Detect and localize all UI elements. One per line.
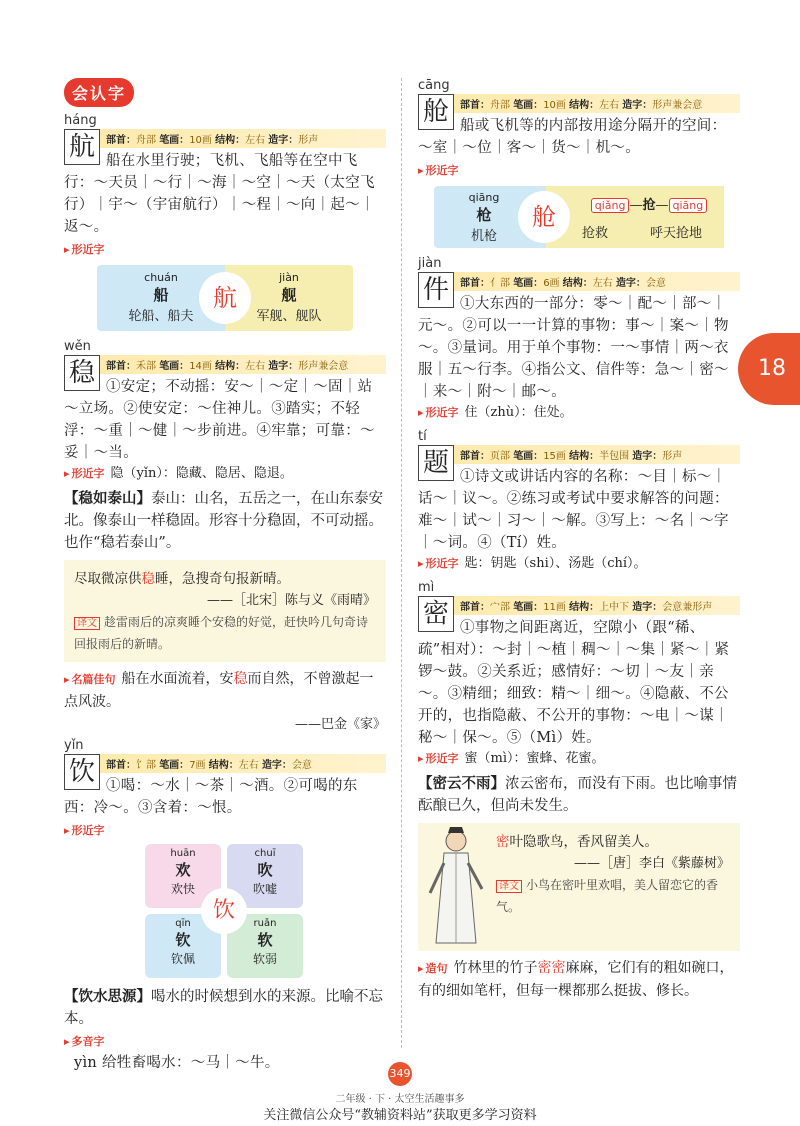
similar-left: chuán 船 轮船、船夫 bbox=[97, 265, 225, 331]
entry-meta: 部首：饣部 笔画：7画 结构：左右 造字：会意 bbox=[64, 754, 386, 773]
idiom: 【稳如泰山】泰山：山名，五岳之一，在山东泰安北。像泰山一样稳固。形容十分稳固，不可动摇。也作“稳若泰山”。 bbox=[64, 490, 383, 551]
footer-course: 二年级 · 下 · 太空生活趣事多 bbox=[335, 1094, 465, 1105]
entry-char: 稳 bbox=[64, 355, 100, 391]
entry-pinyin: mì bbox=[418, 580, 435, 595]
grid-cell: ruǎn 软 软弱 bbox=[227, 914, 303, 978]
famous-source: ——巴金《家》 bbox=[294, 717, 386, 732]
entry-char: 件 bbox=[418, 272, 454, 308]
entry-meta: 部首：亻部 笔画：6画 结构：左右 造字：会意 bbox=[418, 272, 740, 291]
qiang-word-2: 呼天抢地 bbox=[650, 226, 703, 241]
similar-line: ▸ 形近字 住（zhù）：住处。 bbox=[418, 403, 740, 423]
entry-mi bbox=[418, 580, 740, 1002]
entry-meta: 部首：页部 笔画：15画 结构：半包围 造字：形声 bbox=[418, 445, 740, 464]
entry-char: 题 bbox=[418, 445, 454, 481]
polyphone-text: yìn 给牲畜喝水：～马｜～牛。 bbox=[74, 1055, 280, 1071]
left-column bbox=[64, 78, 386, 1074]
entry-definition: 船在水里行驶；飞机、飞船等在空中飞行：～天员｜～行｜～海｜～空｜～天（太空飞行）｜宇～（宇宙航行）｜～程｜～向｜起～｜返～。 bbox=[64, 153, 375, 235]
similar-left: qiāng 枪 机枪 bbox=[468, 191, 500, 244]
poem-box: 尽取微凉供稳睡，急搜奇句报新晴。 ——［北宋］陈与义《雨晴》 译文 趁雷雨后的凉爽睡个安稳的好觉，赶快吟几句奇诗回报雨后的新晴。 bbox=[64, 560, 386, 662]
similar-center-char: 舱 bbox=[521, 194, 567, 240]
polyphone-tag: ▸ 多音字 bbox=[64, 1033, 386, 1049]
entry-pinyin: háng bbox=[64, 113, 97, 128]
similar-line: ▸ 形近字 隐（yǐn）：隐藏、隐居、隐退。 bbox=[64, 464, 386, 484]
entry-jian bbox=[418, 256, 740, 423]
entry-cang bbox=[418, 78, 740, 248]
section-badge: 会认字 bbox=[64, 78, 134, 107]
similar-chars-box bbox=[434, 186, 724, 248]
similar-chars-box bbox=[97, 265, 353, 331]
grid-center-char: 饮 bbox=[201, 888, 247, 934]
page-number: 349 bbox=[388, 1062, 412, 1086]
chapter-side-tab: 18 bbox=[738, 333, 800, 405]
similar-line: ▸ 形近字 蜜（mì）：蜜蜂、花蜜。 bbox=[418, 749, 740, 769]
similar-grid bbox=[145, 844, 305, 980]
example-sentence: ▸ 造句 竹林里的竹子密密麻麻，它们有的粗如碗口，有的细如笔杆，但每一棵都那么挺拔、修长。 bbox=[418, 957, 740, 1002]
idiom: 【密云不雨】浓云密布，而没有下雨。也比喻事情酝酿已久，但尚未发生。 bbox=[418, 775, 737, 814]
similar-tag: ▸ 形近字 bbox=[64, 822, 386, 838]
entry-hang bbox=[64, 113, 386, 331]
entry-meta: 部首：舟部 笔画：10画 结构：左右 造字：形声兼会意 bbox=[418, 94, 740, 113]
entry-definition: 船或飞机等的内部按用途分隔开的空间：～室｜～位｜客～｜货～｜机～。 bbox=[418, 118, 727, 156]
qiang-pron-row: qiǎng —抢— qiāng bbox=[574, 194, 724, 213]
grid-cell: chuī 吹 吹嘘 bbox=[227, 844, 303, 908]
grid-cell: huān 欢 欢快 bbox=[145, 844, 221, 908]
similar-center-char: 航 bbox=[202, 275, 248, 321]
right-column bbox=[418, 78, 740, 1002]
entry-meta: 部首：宀部 笔画：11画 结构：上中下 造字：会意兼形声 bbox=[418, 596, 740, 615]
entry-char: 航 bbox=[64, 129, 100, 165]
entry-char: 密 bbox=[418, 596, 454, 632]
entry-meta: 部首：禾部 笔画：14画 结构：左右 造字：形声兼会意 bbox=[64, 355, 386, 374]
qiang-word-1: 抢救 bbox=[582, 226, 609, 241]
entry-pinyin: tí bbox=[418, 429, 427, 444]
entry-definition: ①诗文或讲话内容的名称：～目｜标～｜话～｜议～。②练习或考试中要求解答的问题：难～｜试～｜习～｜～解。③写上：～名｜～字｜～词。④（Tí）姓。 bbox=[418, 469, 729, 551]
similar-tag: ▸ 形近字 bbox=[64, 241, 386, 257]
footer-promo: 关注微信公众号“教辅资料站”获取更多学习资料 bbox=[263, 1108, 537, 1123]
grid-cell: qīn 钦 钦佩 bbox=[145, 914, 221, 978]
entry-yin bbox=[64, 738, 386, 1074]
entry-pinyin: jiàn bbox=[418, 256, 442, 271]
similar-right: jiàn 舰 军舰、舰队 bbox=[225, 265, 353, 331]
famous-sentence: ▸ 名篇佳句 船在水面流着，安稳而自然，不曾激起一点风波。 bbox=[64, 668, 386, 713]
entry-definition: ①安定；不动摇：安～｜～定｜～固｜站～立场。②使安定：～住神儿。③踏实；不轻浮：～重｜～健｜～步前进。④牢靠；可靠：～妥｜～当。 bbox=[64, 379, 375, 461]
entry-wen bbox=[64, 339, 386, 732]
entry-definition: ①喝：～水｜～茶｜～酒。②可喝的东西：冷～。③含着：～恨。 bbox=[64, 778, 358, 816]
entry-pinyin: cāng bbox=[418, 78, 450, 93]
idiom: 【饮水思源】喝水的时候想到水的来源。比喻不忘本。 bbox=[64, 988, 383, 1027]
similar-line: ▸ 形近字 匙：钥匙（shi）、汤匙（chí）。 bbox=[418, 554, 740, 574]
entry-definition: ①大东西的一部分：零～｜配～｜部～｜元～。②可以一一计算的事物：事～｜案～｜物～。③量词。用于单个事物：一～事情｜两～衣服｜五～行李。④指公文、信件等：急～｜密～｜来～｜附～｜邮～。 bbox=[418, 296, 729, 400]
entry-char: 舱 bbox=[418, 94, 454, 130]
poet-illustration bbox=[426, 823, 486, 951]
entry-meta: 部首：舟部 笔画：10画 结构：左右 造字：形声 bbox=[64, 129, 386, 148]
poem-box: 密叶隐歌鸟，香风留美人。 ——［唐］李白《紫藤树》 译文 小鸟在密叶里欢唱，美人留恋它的香气。 bbox=[418, 823, 740, 951]
entry-ti bbox=[418, 429, 740, 574]
similar-tag: ▸ 形近字 bbox=[418, 162, 740, 178]
column-divider bbox=[401, 78, 404, 1048]
entry-char: 饮 bbox=[64, 754, 100, 790]
entry-definition: ①事物之间距离近，空隙小（跟“稀、疏”相对）：～封｜～植｜稠～｜～集｜紧～｜紧锣～鼓。②关系近；感情好：～切｜～友｜亲～。③精细；细致：精～｜细～。④隐蔽、不公开的，也指隐蔽、不公开的事物：～电｜～谋｜秘～｜保～。⑤（Mì）姓。 bbox=[418, 620, 730, 746]
entry-pinyin: yǐn bbox=[64, 738, 84, 753]
entry-pinyin: wěn bbox=[64, 339, 91, 354]
